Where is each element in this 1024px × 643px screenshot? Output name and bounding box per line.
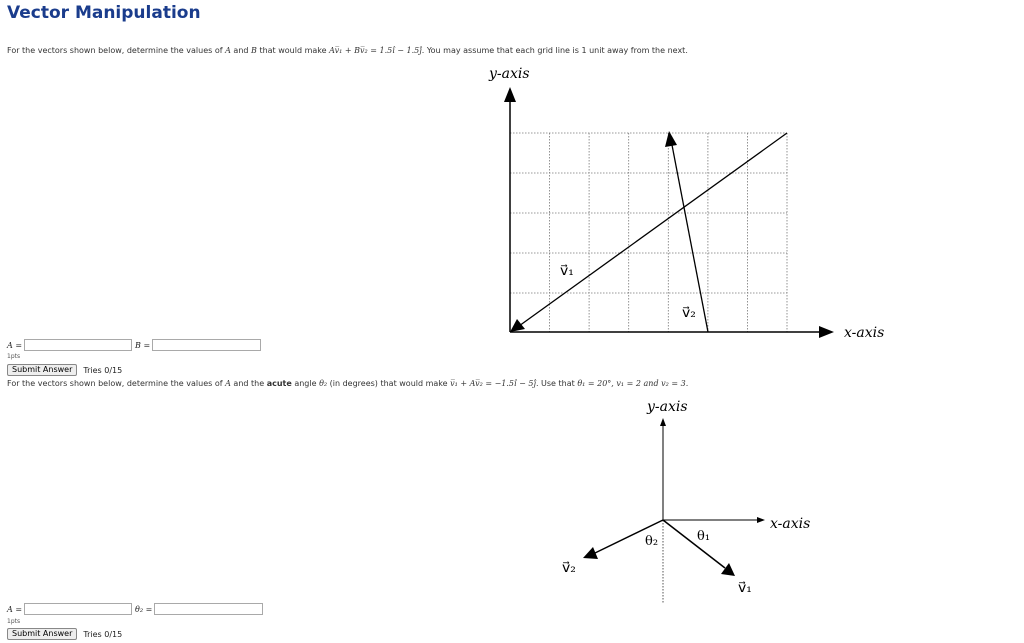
vector-v1-arrowhead	[721, 563, 735, 576]
theta1-label: θ₁	[697, 529, 711, 544]
v2-label: v⃗₂	[562, 560, 576, 576]
x-axis-arrowhead	[819, 326, 834, 338]
vector-v1-arrowhead	[510, 319, 525, 332]
v1-label: v⃗₁	[738, 580, 752, 596]
vector-v1	[519, 133, 787, 326]
x-axis-label: x-axis	[770, 516, 811, 532]
v2-label: v⃗₂	[682, 305, 696, 321]
y-axis-label: y-axis	[489, 66, 530, 82]
question-2-points: 1pts	[7, 618, 21, 625]
y-axis-arrowhead	[504, 87, 516, 102]
question-1-points: 1pts	[7, 353, 21, 360]
tries-counter: Tries 0/15	[83, 365, 123, 375]
question-1-vector-graph	[470, 60, 900, 345]
a-input[interactable]	[24, 339, 132, 351]
v1-label: v⃗₁	[560, 263, 574, 279]
submit-answer-button[interactable]: Submit Answer	[7, 628, 77, 640]
y-axis-arrowhead	[660, 418, 666, 426]
question-2-text: For the vectors shown below, determine the values of A and the acute angle θ₂ (in degrees) that would make v̅₁ + Av̅₂ = −1.5î − 5ĵ. Use that θ₁ = 20°, v₁ = 2 and v₂ = 3.	[7, 379, 689, 388]
x-axis-label: x-axis	[844, 325, 885, 341]
b-label: B =	[135, 340, 151, 350]
question-2-vector-graph	[550, 395, 830, 605]
a-label: A =	[7, 604, 23, 614]
b-input[interactable]	[152, 339, 261, 351]
page-title: Vector Manipulation	[7, 3, 201, 23]
y-axis-label: y-axis	[647, 399, 688, 415]
x-axis-arrowhead	[757, 517, 765, 523]
question-2-inputs	[7, 603, 263, 615]
question-1-submit-row	[7, 364, 122, 376]
submit-answer-button[interactable]: Submit Answer	[7, 364, 77, 376]
a-label: A =	[7, 340, 23, 350]
question-2-submit-row	[7, 628, 122, 640]
theta2-input[interactable]	[154, 603, 263, 615]
theta2-label: θ₂	[645, 534, 659, 549]
tries-counter: Tries 0/15	[83, 629, 123, 639]
a-input[interactable]	[24, 603, 132, 615]
question-1-inputs	[7, 339, 261, 351]
question-1-text: For the vectors shown below, determine the values of A and B that would make Av̅₁ + Bv̅₂ = 1.5î − 1.5ĵ. You may assume that each grid line is 1 unit away from the next.	[7, 46, 688, 55]
theta2-input-label: θ₂ =	[135, 604, 153, 614]
vector-v1	[663, 520, 725, 568]
